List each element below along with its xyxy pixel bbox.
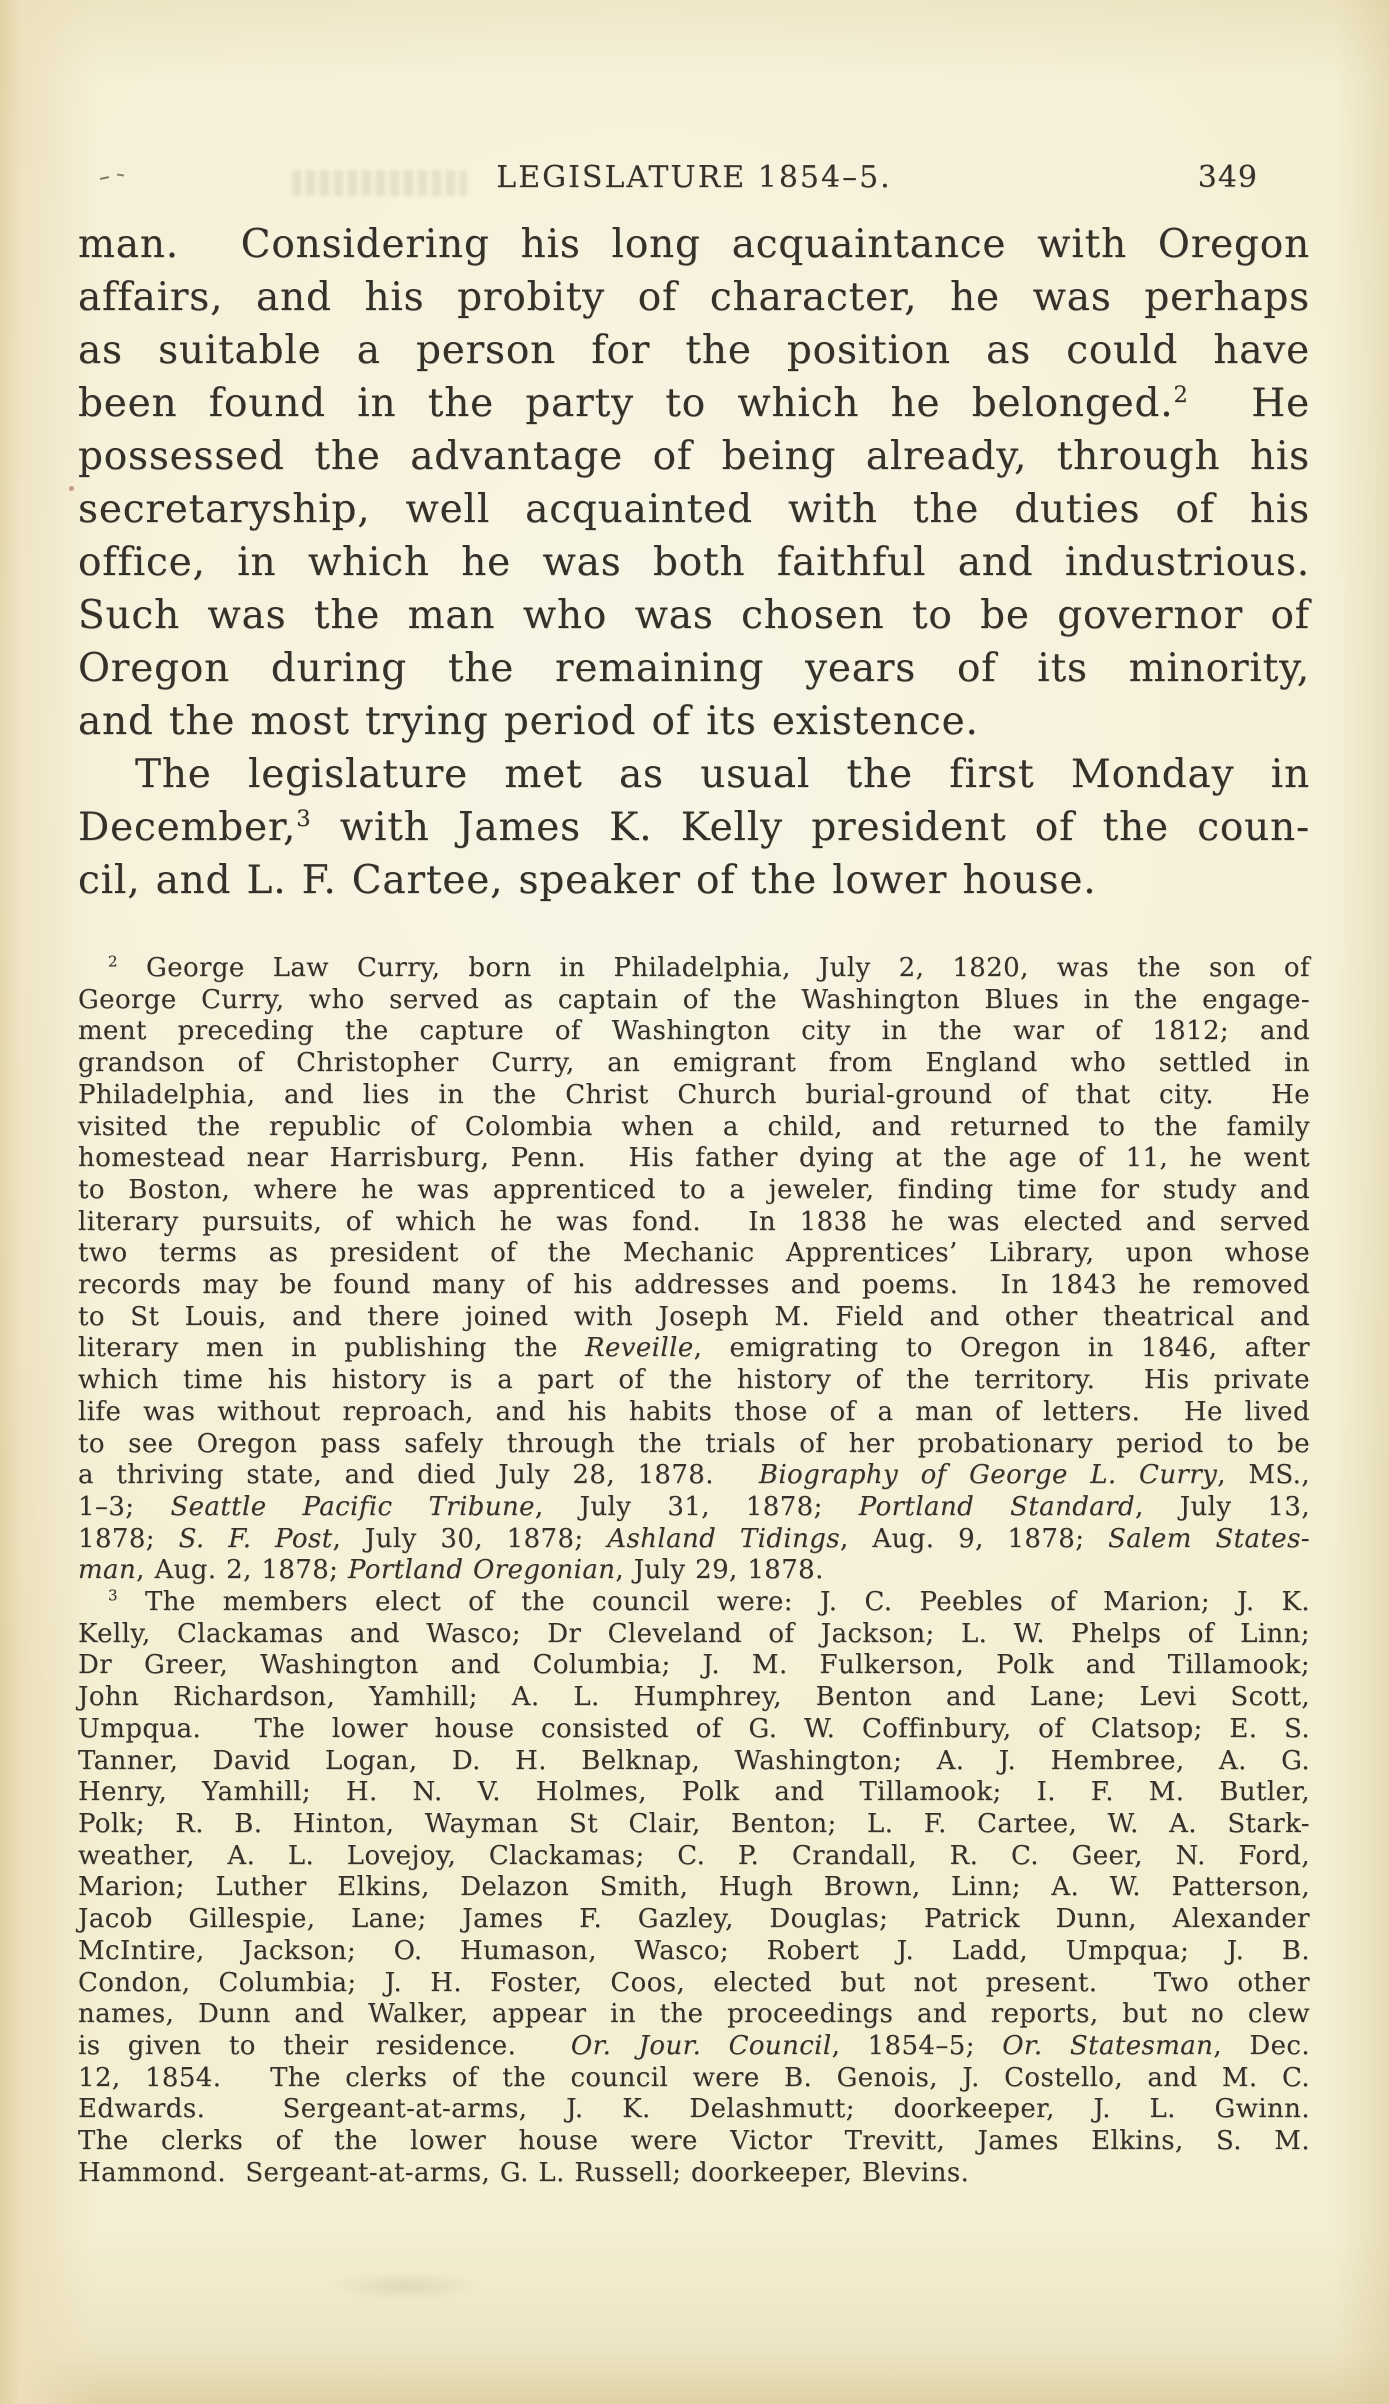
text-run: Edwards. Sergeant-at-arms, J. K. Delashmutt; doorkeeper, J. L. Gwinn. bbox=[78, 2094, 1310, 2125]
italic-run: S. F. Post bbox=[178, 1523, 333, 1554]
text-line bbox=[78, 1999, 1310, 2031]
text-line bbox=[78, 2094, 1310, 2126]
text-line bbox=[78, 1682, 1310, 1714]
running-head bbox=[78, 160, 1310, 202]
text-line bbox=[78, 1365, 1310, 1397]
text-run: to Boston, where he was apprenticed to a jeweler, finding time for study and bbox=[78, 1174, 1310, 1205]
text-run: Henry, Yamhill; H. N. V. Holmes, Polk and Tillamook; I. F. M. Butler, bbox=[78, 1777, 1310, 1808]
text-run: as suitable a person for the position as could have bbox=[78, 328, 1310, 373]
text-run: Dr Greer, Washington and Columbia; J. M. Fulkerson, Polk and Tillamook; bbox=[78, 1650, 1310, 1681]
text-line bbox=[78, 1429, 1310, 1461]
text-run: literary men in publishing the bbox=[78, 1333, 586, 1364]
text-line bbox=[78, 1143, 1310, 1175]
text-line bbox=[78, 1270, 1310, 1302]
text-run: George Law Curry, born in Philadelphia, July 2, 1820, was the son of bbox=[118, 953, 1310, 983]
text-line bbox=[78, 2126, 1310, 2158]
text-run: cil, and L. F. Cartee, speaker of the lower house. bbox=[78, 858, 1097, 903]
text-run: records may be found many of his addresses and poems. In 1843 he removed bbox=[78, 1270, 1310, 1301]
text-line bbox=[78, 1555, 1310, 1587]
running-head-title: LEGISLATURE 1854–5. bbox=[496, 160, 892, 195]
text-run: George Curry, who served as captain of the Washington Blues in the engage- bbox=[78, 984, 1310, 1015]
text-run: The members elect of the council were: J. C. Peebles of Marion; J. K. bbox=[118, 1587, 1310, 1618]
text-run: to St Louis, and there joined with Joseph M. Field and other theatrical and bbox=[78, 1301, 1310, 1332]
italic-run: Biography of George L. Curry bbox=[758, 1460, 1218, 1491]
text-run: McIntire, Jackson; O. Humason, Wasco; Robert J. Ladd, Umpqua; J. B. bbox=[78, 1935, 1310, 1966]
italic-run: Ashland Tidings bbox=[607, 1523, 841, 1554]
text-line bbox=[78, 1777, 1310, 1809]
text-run: , Aug. 9, 1878; bbox=[840, 1523, 1109, 1554]
footnote-marker: 3 bbox=[108, 1586, 118, 1605]
text-run: to see Oregon pass safely through the trials of her probationary period to be bbox=[78, 1428, 1310, 1459]
italic-run: man bbox=[78, 1555, 137, 1586]
text-line bbox=[78, 1175, 1310, 1207]
text-line bbox=[78, 854, 1310, 907]
text-run: The clerks of the lower house were Victor Trevitt, James Elkins, S. M. bbox=[78, 2126, 1310, 2157]
text-run: , 1854–5; bbox=[831, 2030, 1003, 2061]
text-line bbox=[78, 1016, 1310, 1048]
text-run: He bbox=[1188, 381, 1310, 426]
text-run: two terms as president of the Mechanic Apprentices’ Library, upon whose bbox=[78, 1238, 1310, 1269]
text-line bbox=[78, 218, 1310, 271]
footnote bbox=[78, 1587, 1310, 2189]
text-run: ment preceding the capture of Washington city in the war of 1812; and bbox=[78, 1016, 1310, 1047]
text-line bbox=[78, 1207, 1310, 1239]
text-line bbox=[78, 1746, 1310, 1778]
text-run: grandson of Christopher Curry, an emigrant from England who settled in bbox=[78, 1048, 1310, 1079]
text-line bbox=[78, 430, 1310, 483]
text-run: Kelly, Clackamas and Wasco; Dr Cleveland of Jackson; L. W. Phelps of Linn; bbox=[78, 1618, 1310, 1649]
text-line bbox=[78, 1650, 1310, 1682]
italic-run: Portland Standard bbox=[858, 1491, 1136, 1522]
text-line bbox=[78, 1841, 1310, 1873]
text-run: , MS., bbox=[1217, 1460, 1311, 1491]
text-line bbox=[78, 1333, 1310, 1365]
text-run: 1878; bbox=[78, 1523, 179, 1554]
text-line bbox=[78, 483, 1310, 536]
text-line bbox=[78, 695, 1310, 748]
text-line bbox=[78, 1460, 1310, 1492]
text-run: Umpqua. The lower house consisted of G. W. Coffinbury, of Clatsop; E. S. bbox=[78, 1713, 1310, 1744]
text-line bbox=[78, 1397, 1310, 1429]
text-run: , July 31, 1878; bbox=[534, 1491, 859, 1522]
text-run: , July 29, 1878. bbox=[615, 1555, 824, 1586]
text-line bbox=[78, 1619, 1310, 1651]
text-line bbox=[78, 953, 1310, 985]
text-line bbox=[78, 748, 1310, 801]
text-line bbox=[78, 589, 1310, 642]
footnote-marker: 3 bbox=[296, 806, 312, 832]
text-line bbox=[78, 324, 1310, 377]
text-line bbox=[78, 2063, 1310, 2095]
text-run: December, bbox=[78, 805, 297, 850]
text-run: , July 13, bbox=[1135, 1491, 1310, 1522]
footnote-marker: 2 bbox=[1173, 382, 1189, 408]
text-run: Condon, Columbia; J. H. Foster, Coos, elected but not present. Two other bbox=[78, 1967, 1310, 1998]
text-line bbox=[78, 377, 1310, 430]
bottom-smudge bbox=[330, 2272, 480, 2300]
text-run: Oregon during the remaining years of its minority, bbox=[78, 646, 1310, 691]
text-run: been found in the party to which he belonged. bbox=[78, 381, 1174, 426]
text-line bbox=[78, 1968, 1310, 2000]
text-run: secretaryship, well acquainted with the duties of his bbox=[78, 487, 1310, 532]
text-run: , Aug. 2, 1878; bbox=[136, 1555, 348, 1586]
text-run: Jacob Gillespie, Lane; James F. Gazley, Douglas; Patrick Dunn, Alexander bbox=[78, 1904, 1310, 1935]
text-run: office, in which he was both faithful and industrious. bbox=[78, 540, 1310, 585]
text-run: with James K. Kelly president of the coun- bbox=[311, 805, 1310, 850]
italic-run: Seattle Pacific Tribune bbox=[170, 1491, 535, 1522]
text-run: John Richardson, Yamhill; A. L. Humphrey, Benton and Lane; Levi Scott, bbox=[78, 1682, 1310, 1713]
text-run: and the most trying period of its existence. bbox=[78, 699, 979, 744]
text-line bbox=[78, 642, 1310, 695]
italic-run: Or. Jour. Council bbox=[570, 2030, 832, 2061]
text-line bbox=[78, 1492, 1310, 1524]
text-run: affairs, and his probity of character, he was perhaps bbox=[78, 275, 1310, 320]
text-run: literary pursuits, of which he was fond. In 1838 he was elected and served bbox=[78, 1206, 1310, 1237]
body-text bbox=[78, 218, 1310, 907]
text-run: life was without reproach, and his habits those of a man of letters. He lived bbox=[78, 1396, 1310, 1427]
text-line bbox=[78, 1936, 1310, 1968]
text-line bbox=[78, 1524, 1310, 1556]
text-run: Polk; R. B. Hinton, Wayman St Clair, Benton; L. F. Cartee, W. A. Stark- bbox=[78, 1808, 1310, 1839]
text-run: Tanner, David Logan, D. H. Belknap, Washington; A. J. Hembree, A. G. bbox=[78, 1745, 1310, 1776]
text-run: Philadelphia, and lies in the Christ Church burial-ground of that city. He bbox=[78, 1079, 1310, 1110]
text-run: visited the republic of Colombia when a child, and returned to the family bbox=[78, 1111, 1310, 1142]
text-run: 12, 1854. The clerks of the council were B. Genois, J. Costello, and M. C. bbox=[78, 2062, 1310, 2093]
text-run: weather, A. L. Lovejoy, Clackamas; C. P. Crandall, R. C. Geer, N. Ford, bbox=[78, 1840, 1310, 1871]
text-line bbox=[78, 271, 1310, 324]
italic-run: Reveille bbox=[585, 1333, 694, 1364]
text-line bbox=[78, 2031, 1310, 2063]
text-run: a thriving state, and died July 28, 1878. bbox=[78, 1460, 759, 1491]
footnote bbox=[78, 953, 1310, 1587]
text-line bbox=[78, 2158, 1310, 2190]
text-line bbox=[78, 1080, 1310, 1112]
text-line bbox=[78, 1048, 1310, 1080]
text-run: homestead near Harrisburg, Penn. His father dying at the age of 11, he went bbox=[78, 1143, 1310, 1174]
italic-run: Salem States- bbox=[1108, 1523, 1310, 1554]
text-run: 1–3; bbox=[78, 1491, 171, 1522]
text-run: Marion; Luther Elkins, Delazon Smith, Hugh Brown, Linn; A. W. Patterson, bbox=[78, 1872, 1310, 1903]
text-column bbox=[78, 0, 1310, 2189]
italic-run: Portland Oregonian bbox=[348, 1555, 616, 1586]
text-line bbox=[78, 1809, 1310, 1841]
text-line bbox=[78, 536, 1310, 589]
text-run: Such was the man who was chosen to be governor of bbox=[78, 593, 1310, 638]
text-line bbox=[78, 1238, 1310, 1270]
text-line bbox=[78, 1302, 1310, 1334]
text-run: which time his history is a part of the history of the territory. His private bbox=[78, 1365, 1310, 1396]
text-run: , emigrating to Oregon in 1846, after bbox=[693, 1333, 1310, 1364]
page-number: 349 bbox=[1197, 160, 1258, 195]
text-run: Hammond. Sergeant-at-arms, G. L. Russell; doorkeeper, Blevins. bbox=[78, 2157, 970, 2188]
text-run: , Dec. bbox=[1213, 2030, 1310, 2061]
text-run: possessed the advantage of being already, through his bbox=[78, 434, 1310, 479]
italic-run: Or. Statesman bbox=[1002, 2030, 1214, 2061]
text-run: , July 30, 1878; bbox=[332, 1523, 608, 1554]
footnote-marker: 2 bbox=[108, 952, 118, 971]
text-run: The legislature met as usual the first Monday in bbox=[135, 752, 1310, 797]
text-line bbox=[78, 1872, 1310, 1904]
red-speck bbox=[69, 486, 74, 491]
text-line bbox=[78, 801, 1310, 854]
text-line bbox=[78, 1904, 1310, 1936]
text-run: man. Considering his long acquaintance with Oregon bbox=[78, 222, 1310, 267]
text-line bbox=[78, 985, 1310, 1017]
footnotes-section bbox=[78, 953, 1310, 2189]
text-line bbox=[78, 1587, 1310, 1619]
text-line bbox=[78, 1714, 1310, 1746]
text-run: names, Dunn and Walker, appear in the proceedings and reports, but no clew bbox=[78, 1999, 1310, 2030]
text-run: is given to their residence. bbox=[78, 2030, 571, 2061]
text-line bbox=[78, 1112, 1310, 1144]
